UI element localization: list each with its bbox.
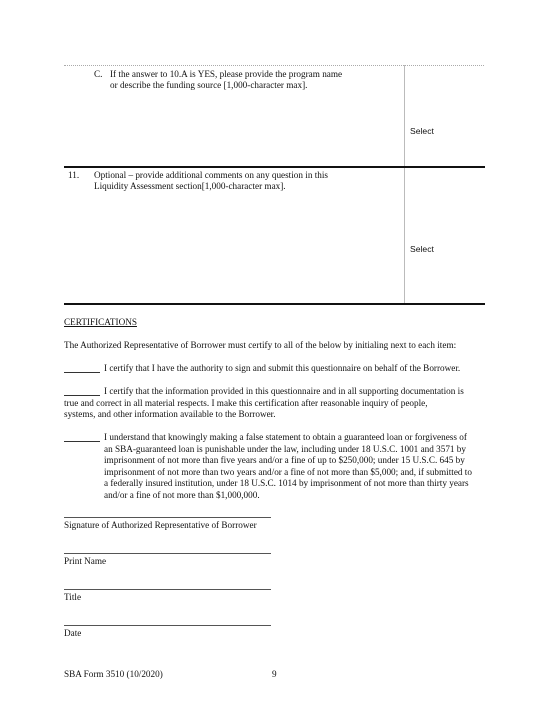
question-c-text-line1: If the answer to 10.A is YES, please provide the program name: [110, 69, 343, 79]
certification-item-3-line-5: a federally insured institution, under 18 U.S.C. 1014 by imprisonment of not more than thirty years: [104, 478, 469, 488]
question-11-text-line1: Optional – provide additional comments on any question in this: [94, 170, 328, 180]
initials-field-2[interactable]: [64, 395, 100, 396]
certification-item-2-line-1: I certify that the information provided in this questionnaire and in all supporting documentation is: [104, 386, 464, 396]
certification-item-2-line-2: true and correct in all material respects. I make this certification after reasonable inquiry of people,: [64, 397, 428, 408]
question-c-select[interactable]: Select: [410, 126, 434, 136]
signature-field[interactable]: [64, 517, 271, 518]
question-c-text-line2: or describe the funding source [1,000-character max].: [110, 80, 308, 90]
title-label: Title: [64, 592, 82, 602]
footer-page-number: 9: [272, 669, 277, 679]
question-c-marker: C.: [94, 69, 103, 79]
row-divider: [64, 166, 485, 168]
title-field[interactable]: [64, 589, 271, 590]
print-name-label: Print Name: [64, 556, 107, 566]
print-name-field[interactable]: [64, 553, 271, 554]
certification-item-3-line-6: and/or a fine of not more than $1,000,000.: [104, 489, 260, 500]
question-11-select[interactable]: Select: [410, 244, 434, 254]
certifications-heading: CERTIFICATIONS: [64, 317, 137, 327]
certification-item-2-line-3: systems, and other information available to the Borrower.: [64, 409, 276, 419]
certification-item-2: [64, 386, 504, 422]
certifications-intro: The Authorized Representative of Borrower must certify to all of the below by initialing next to each item:: [64, 340, 457, 350]
initials-field-1[interactable]: [64, 372, 100, 373]
table-bottom-border: [64, 303, 485, 305]
certification-item-3-line-4: imprisonment of not more than two years and/or a fine of not more than $5,000; and, if submitted to: [104, 466, 472, 477]
table-column-divider: [404, 65, 405, 305]
question-11-text-line2: Liquidity Assessment section[1,000-character max].: [94, 181, 286, 191]
certification-item-3-line-3: imprisonment of not more than five years and/or a fine of up to $250,000; under 15 U.S.C. 645 by: [104, 455, 465, 465]
certification-item-3-line-1: I understand that knowingly making a false statement to obtain a guaranteed loan or forgiveness of: [104, 432, 467, 442]
date-label: Date: [64, 628, 82, 638]
footer-form-id: SBA Form 3510 (10/2020): [64, 669, 163, 679]
question-11-marker: 11.: [68, 170, 80, 180]
table-top-border: [64, 65, 484, 66]
certification-item-3: [64, 432, 504, 504]
certification-item-1-line-1: I certify that I have the authority to sign and submit this questionnaire on behalf of the Borrower.: [104, 363, 461, 373]
initials-field-3[interactable]: [64, 441, 100, 442]
certification-item-1: [64, 363, 504, 375]
date-field[interactable]: [64, 625, 271, 626]
certification-item-3-line-2: an SBA-guaranteed loan is punishable under the law, including under 18 U.S.C. 1001 and 3571 by: [104, 443, 466, 454]
signature-label: Signature of Authorized Representative of Borrower: [64, 520, 257, 530]
